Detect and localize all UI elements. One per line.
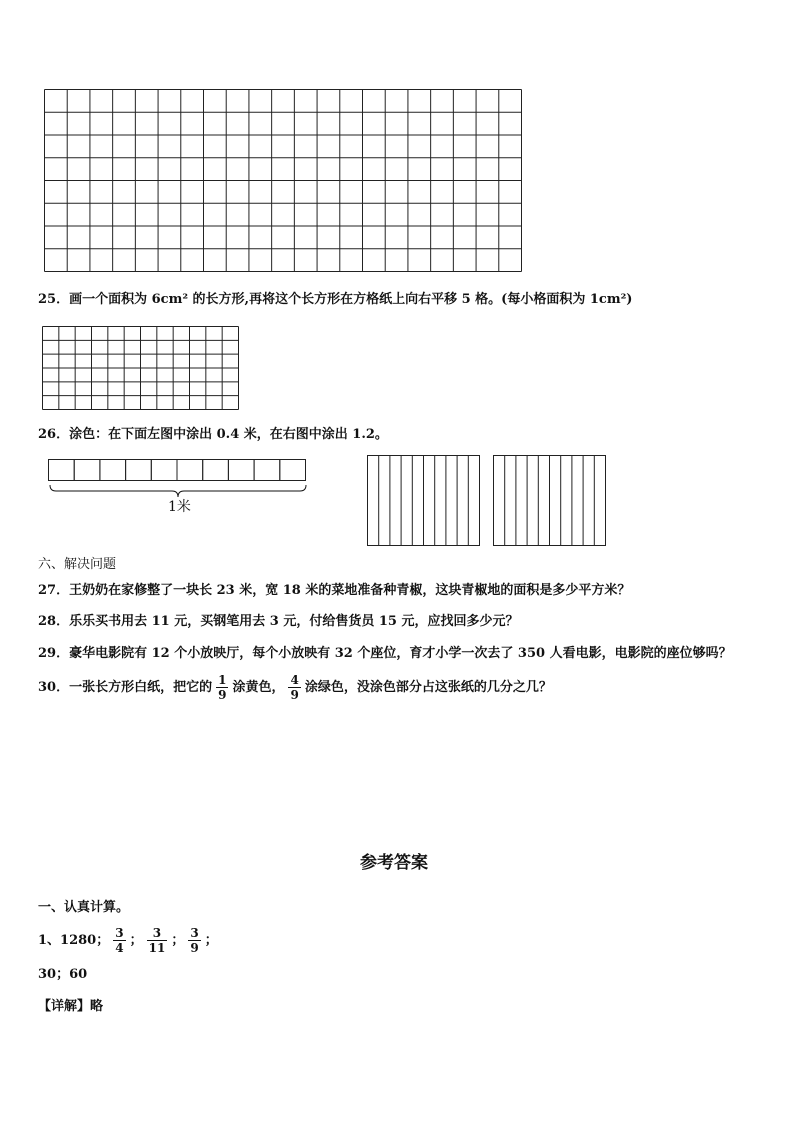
answers-title: 参考答案 [360, 853, 428, 873]
ruler-cell [177, 460, 203, 481]
answer-line-1 [38, 925, 218, 957]
ruler-cell [74, 460, 100, 481]
ruler-cell [126, 460, 152, 481]
answers-section-1: 一、认真计算。 [38, 900, 130, 915]
section-6-heading: 六、解决问题 [38, 557, 117, 572]
answer-line-2: 30；60 [38, 967, 88, 982]
separator: ； [171, 933, 185, 948]
meter-label: 1米 [168, 499, 191, 515]
question-27: 27．王奶奶在家修整了一块长 23 米，宽 18 米的菜地准备种青椒，这块青椒地的面积是多少平方米？ [38, 583, 631, 598]
question-26: 26．涂色：在下面左图中涂出 0.4 米，在右图中涂出 1.2。 [38, 427, 388, 442]
ruler-cell [151, 460, 177, 481]
fraction-4-9: $\frac{4}{9}$ [290, 673, 299, 702]
question-29: 29．豪华电影院有 12 个小放映厅，每个小放映有 32 个座位，育才小学一次去了 350 人看电影，电影院的座位够吗？ [38, 646, 732, 661]
answer-fraction-2: $\frac{3}{11}$ [148, 926, 166, 955]
answer-fraction-1: $\frac{3}{4}$ [115, 926, 124, 955]
striped-rectangle-right [493, 455, 606, 546]
answer-detail: 【详解】略 [38, 999, 104, 1014]
striped-rectangle-left [367, 455, 480, 546]
large-grid-paper [44, 89, 522, 272]
q30-mid: 涂黄色， [232, 680, 285, 695]
separator: ； [129, 933, 143, 948]
small-grid-paper [42, 326, 239, 410]
ruler-cell [254, 460, 280, 481]
question-25: 25．画一个面积为 6cm² 的长方形,再将这个长方形在方格纸上向右平移 5 格。(每小格面积为 1cm²) [38, 292, 633, 307]
ruler-cell [49, 460, 75, 481]
q30-prefix: 30．一张长方形白纸，把它的 [38, 680, 213, 695]
question-30 [38, 672, 552, 704]
ruler-cell [100, 460, 126, 481]
ruler-cell [280, 460, 306, 481]
fraction-1-9: $\frac{1}{9}$ [218, 673, 227, 702]
ruler-cell [203, 460, 229, 481]
q30-suffix: 涂绿色，没涂色部分占这张纸的几分之几？ [304, 680, 552, 695]
answer-1-prefix: 1、1280； [38, 933, 110, 948]
answer-fraction-3: $\frac{3}{9}$ [190, 926, 199, 955]
question-28: 28．乐乐买书用去 11 元，买钢笔用去 3 元，付给售货员 15 元，应找回多少元？ [38, 614, 519, 629]
separator: ； [204, 933, 218, 948]
ruler-cell [228, 460, 254, 481]
